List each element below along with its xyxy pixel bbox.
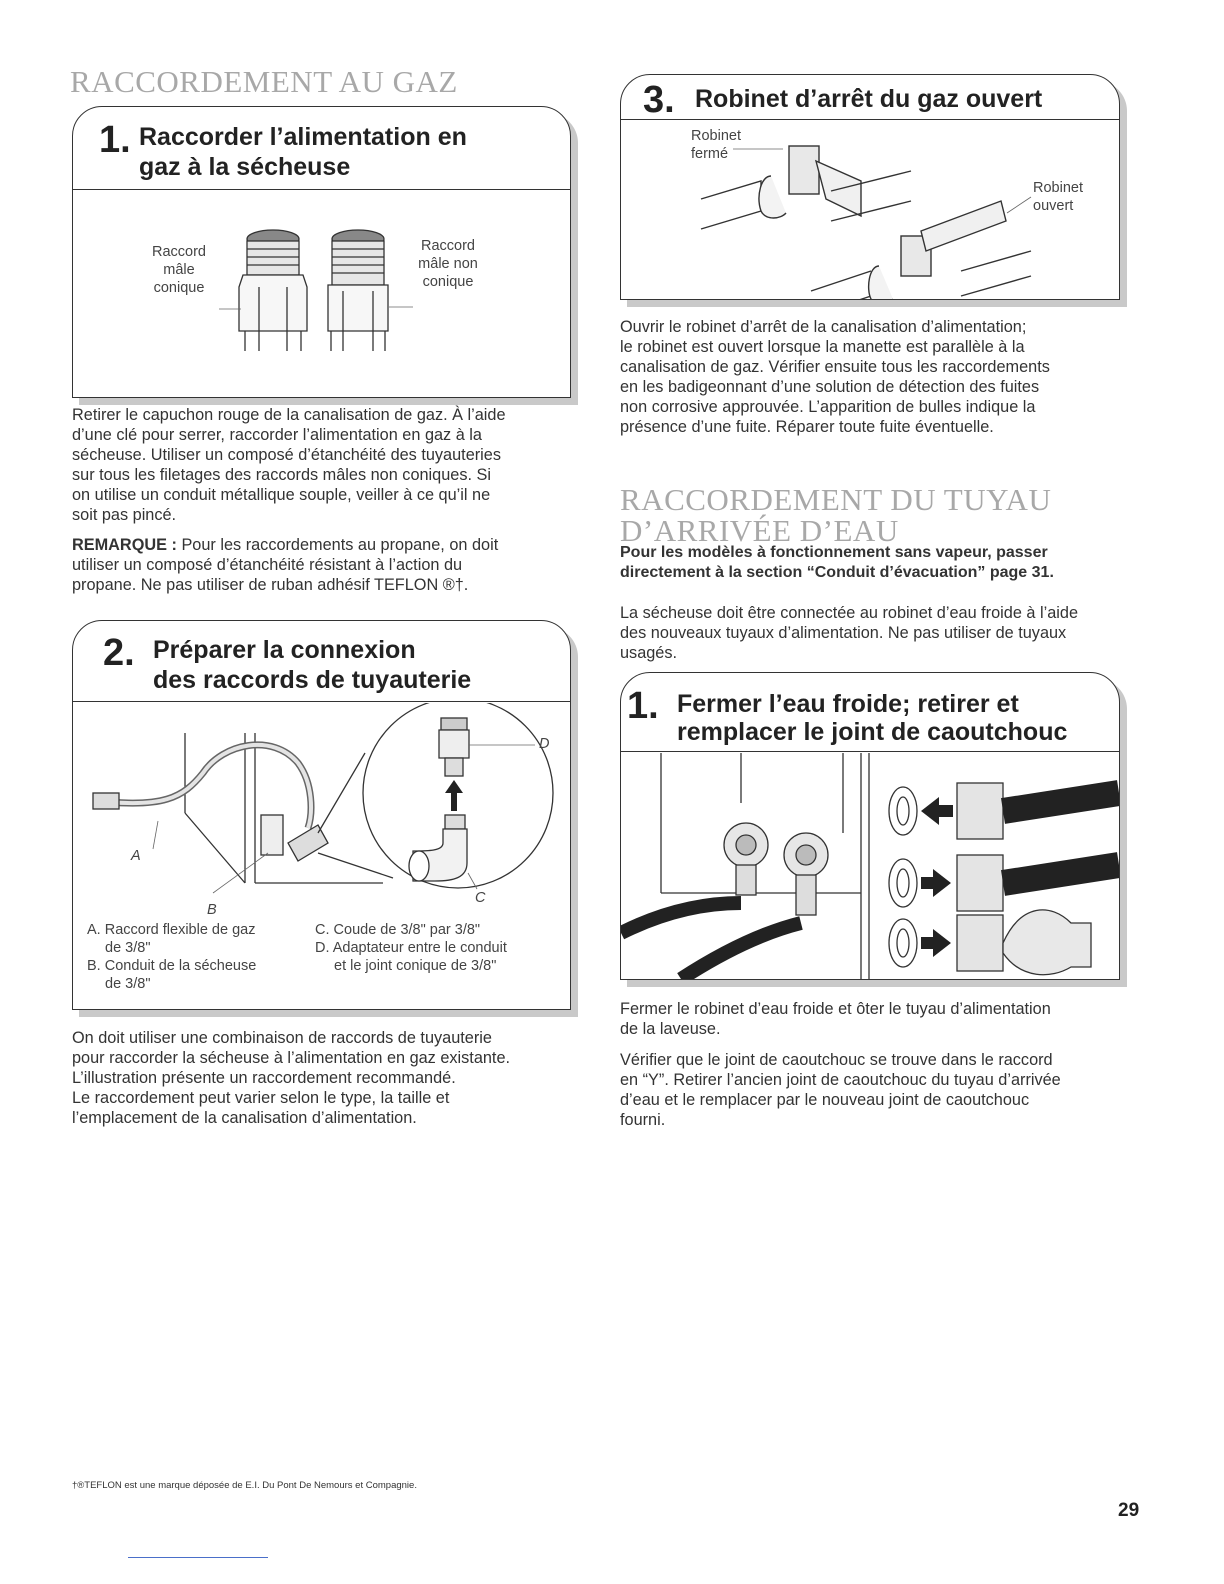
- note-label: REMARQUE :: [72, 536, 177, 554]
- gas-step3-box: [620, 74, 1120, 300]
- step-number: 1.: [99, 119, 131, 161]
- non-tapered-fitting-label: Raccord mâle non conique: [418, 238, 478, 290]
- step-title-line2: remplacer le joint de caoutchouc: [677, 718, 1068, 746]
- legend-right: C. Coude de 3/8" par 3/8" D. Adaptateur entre le conduit et le joint conique de 3/8": [315, 922, 507, 974]
- water-step1-text1: Fermer le robinet d’eau froide et ôter le tuyau d’alimentation de la laveuse.: [620, 1000, 1051, 1038]
- footer-rule: [128, 1557, 268, 1558]
- step-number: 2.: [103, 632, 135, 674]
- teflon-footnote: †®TEFLON est une marque déposée de E.I. Du Pont De Nemours et Compagnie.: [72, 1480, 417, 1491]
- letter-d: D: [539, 736, 550, 752]
- closed-valve-label: Robinet fermé: [691, 128, 741, 162]
- gas-step3-instructions: Ouvrir le robinet d’arrêt de la canalisation d’alimentation; le robinet est ouvert lorsque la manette est parallèle à la canalisation de gaz. Vérifier ensuite tous les raccordements en les badigeonnant d’une solution de détection des fuites non corrosive approuvée. L’apparition de bulles indique la présence d’une fuite. Réparer toute fuite éventuelle.: [620, 318, 1050, 436]
- step-title: Robinet d’arrêt du gaz ouvert: [695, 85, 1043, 113]
- gas-step1-header: [73, 107, 570, 190]
- step-title-line1: Fermer l’eau froide; retirer et: [677, 690, 1019, 718]
- gas-step1-box: [72, 106, 571, 398]
- step-title-line2: des raccords de tuyauterie: [153, 666, 472, 694]
- gas-step2-box: [72, 620, 571, 1010]
- water-intro-bold: Pour les modèles à fonctionnement sans vapeur, passer directement à la section “Conduit d’évacuation” page 31.: [620, 544, 1054, 581]
- step-title-line1: Raccorder l’alimentation en: [139, 123, 467, 151]
- step-number: 3.: [643, 79, 675, 121]
- water-step1-text2: Vérifier que le joint de caoutchouc se trouve dans le raccord en “Y”. Retirer l’ancien joint de caoutchouc du tuyau d’arrivée d’eau et le remplacer par le nouveau joint de caoutchouc fourni.: [620, 1051, 1061, 1129]
- non-tapered-fitting-icon: [328, 230, 388, 351]
- water-faucet-illustration: [621, 753, 1119, 979]
- step-title-line2: gaz à la sécheuse: [139, 153, 351, 181]
- gas-step1-instructions: Retirer le capuchon rouge de la canalisation de gaz. À l’aide d’une clé pour serrer, raccorder l’alimentation en gaz à la sécheuse. Utiliser un composé d’étanchéité des tuyauteries sur tous les filetages des raccords mâles non coniques. Si on utilise un conduit métallique souple, veiller à ce qu’il ne soit pas pincé.: [72, 406, 506, 524]
- water-section-title: RACCORDEMENT DU TUYAU D’ARRIVÉE D’EAU: [620, 482, 1052, 548]
- water-step1-box: [620, 672, 1120, 980]
- legend-left: A. Raccord flexible de gaz de 3/8" B. Conduit de la sécheuse de 3/8": [87, 922, 257, 992]
- letter-a: A: [131, 848, 141, 864]
- water-step1-header: [621, 673, 1119, 752]
- water-intro-text: La sécheuse doit être connectée au robinet d’eau froide à l’aide des nouveaux tuyaux d’alimentation. Ne pas utiliser de tuyaux usagés.: [620, 604, 1079, 662]
- open-valve-label: Robinet ouvert: [1033, 180, 1083, 214]
- propane-note: REMARQUE : Pour les raccordements au propane, on doit utiliser un composé d’étanchéité résistant à l’action du propane. Ne pas utiliser de ruban adhésif TEFLON ®†.: [72, 536, 499, 594]
- gas-connection-illustration: [73, 703, 570, 903]
- letter-b: B: [207, 902, 217, 918]
- gas-step2-instructions: On doit utiliser une combinaison de raccords de tuyauterie pour raccorder la sécheuse à l’alimentation en gaz existante. L’illustration présente un raccordement recommandé. Le raccordement peut varier selon le type, la taille et l’emplacement de la canalisation d’alimentation.: [72, 1029, 511, 1127]
- gas-step3-header: [621, 75, 1119, 120]
- tapered-fitting-icon: [239, 230, 307, 351]
- tapered-fitting-label: Raccord mâle conique: [152, 244, 206, 296]
- gas-step2-header: [73, 621, 570, 702]
- letter-c: C: [475, 890, 486, 906]
- step-title-line1: Préparer la connexion: [153, 636, 416, 664]
- step-number: 1.: [627, 685, 659, 727]
- page-number: 29: [1118, 1500, 1140, 1521]
- gas-section-title: RACCORDEMENT AU GAZ: [70, 64, 458, 99]
